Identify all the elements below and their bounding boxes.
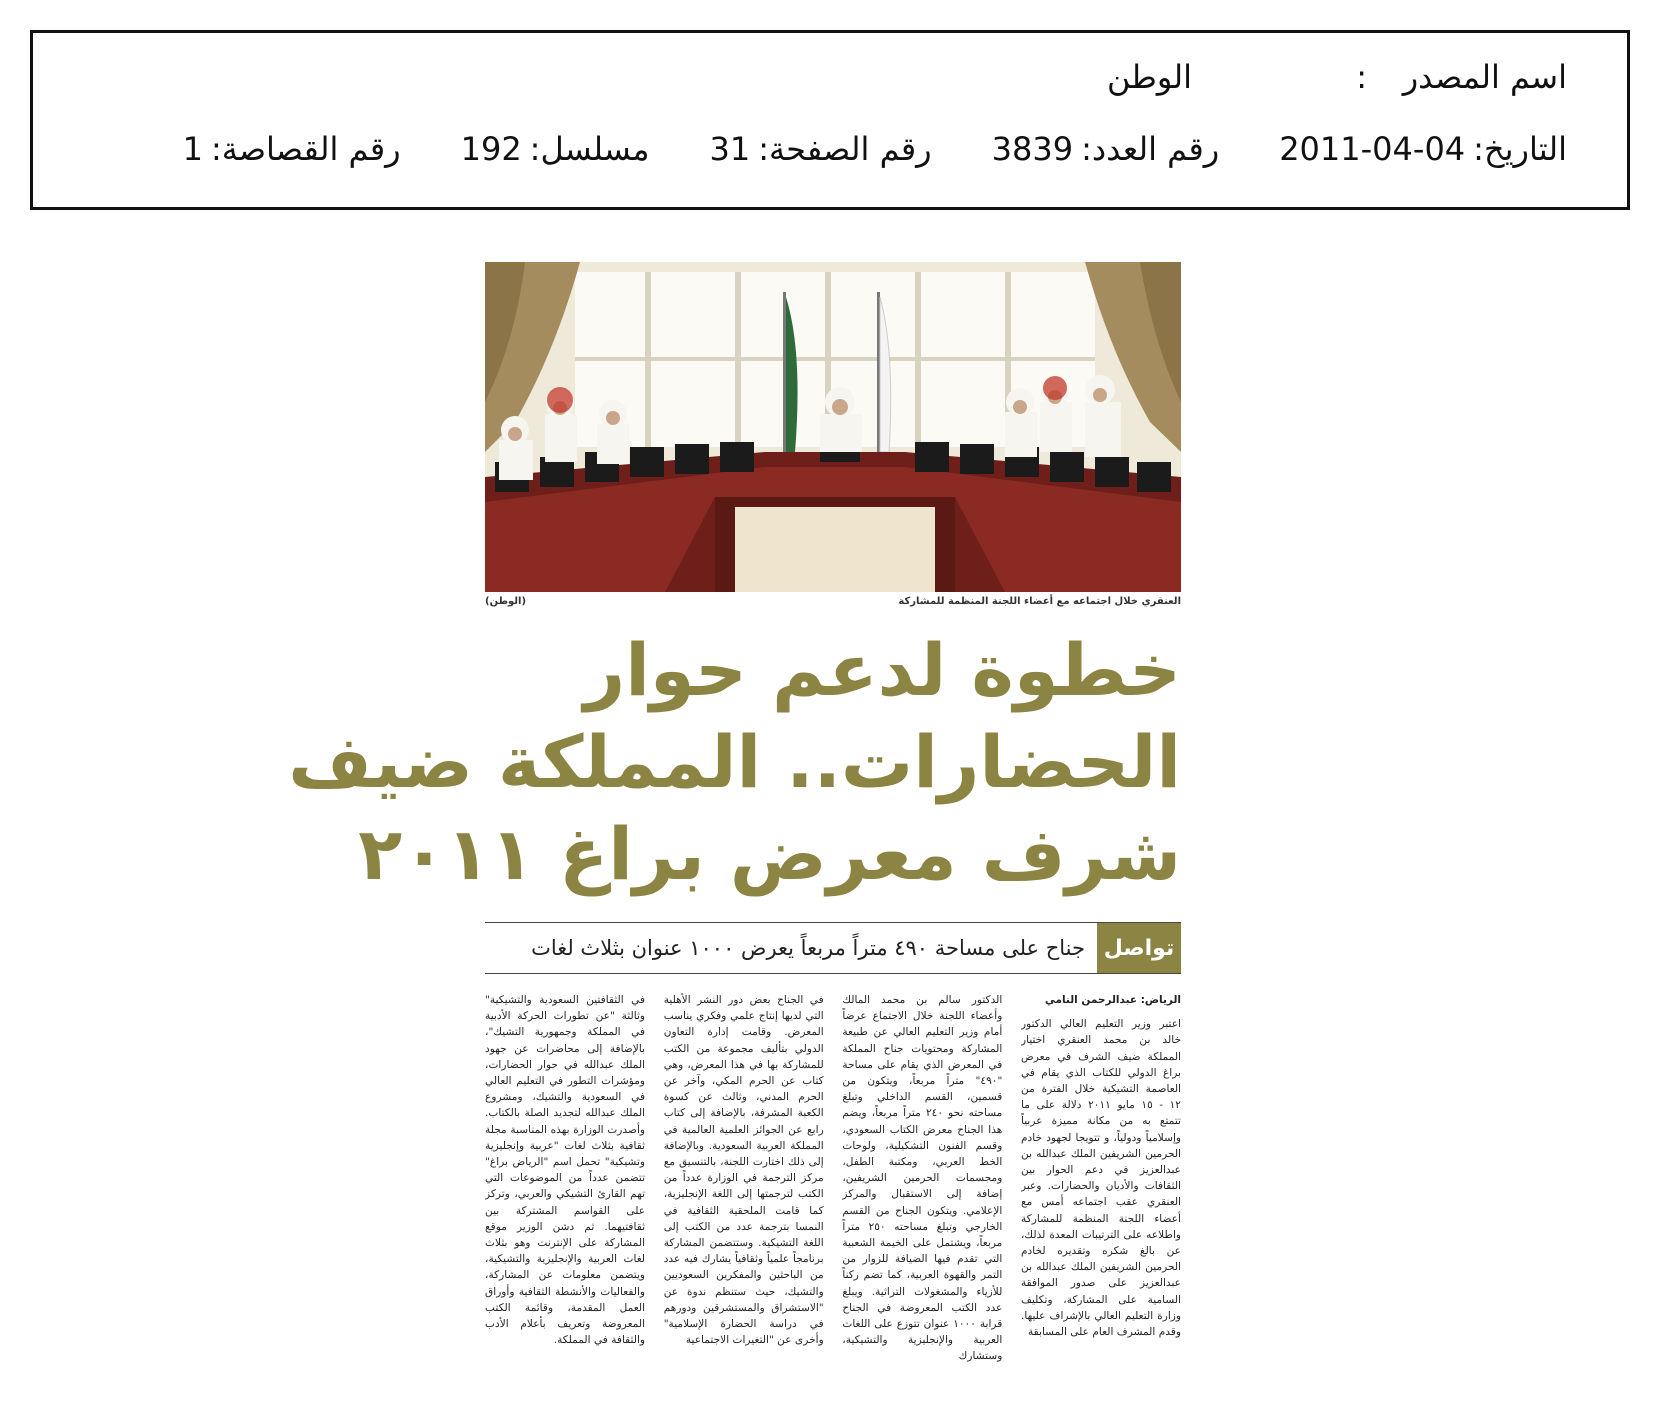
source-value: الوطن xyxy=(1107,58,1192,96)
metadata-box xyxy=(30,30,1630,210)
headline-line-2: الحضارات.. المملكة ضيف xyxy=(288,720,1181,804)
source-colon: : xyxy=(1356,58,1367,96)
body-column-1 xyxy=(1021,992,1181,1382)
serial-field xyxy=(461,130,650,168)
headline-line-1: خطوة لدعم حوار xyxy=(583,628,1181,712)
clip-field xyxy=(183,130,401,168)
serial-value: 192 xyxy=(460,130,522,168)
body-column-2 xyxy=(842,992,1002,1382)
source-row xyxy=(1107,55,1567,99)
newspaper-clipping xyxy=(288,262,1181,1387)
deck-text: جناح على مساحة ٤٩٠ متراً مربعاً يعرض ١٠٠٠ عنوان بثلاث لغات xyxy=(531,936,1085,960)
body-column-3-text: في الجناح بعض دور النشر الأهلية التي لديها إنتاج علمي وفكري يناسب المعرض. وقامت إدارة التعاون الدولي بتأليف مجموعة من الكتب للمشاركة بها في هذا المعرض، وهي كتاب عن الحرم المكي، وآخر عن الحرم المدني، وثالث عن كسوة الكعبة المشرفة، بالإضافة إلى كتاب رابع عن الجوائز العلمية العالمية في المملكة العربية السعودية. وبالإضافة إلى ذلك اختارت اللجنة، بالتنسيق مع مركز الترجمة في الوزارة عدداً من الكتب لترجمتها إلى اللغة الإنجليزية، كما قامت الملحقية الثقافية في النمسا بترجمة عدد من الكتب إلى اللغة التشيكية. وستتضمن المشاركة برنامجاً علمياً وثقافياً يشارك فيه عدد من الباحثين والمفكرين السعوديين والتشيك، حيث ستنظم ندوة عن "الاستشراق والمستشرقين ودورهم في دراسة الحضارة الإسلامية" وأخرى عن "التغيرات الاجتماعية xyxy=(663,994,824,1347)
subheadline-bar xyxy=(485,922,1181,974)
clip-value: 1 xyxy=(182,130,203,168)
headline xyxy=(288,624,1181,900)
body-column-4-text: في الثقافتين السعودية والتشيكية" وثالثة "عن تطورات الحركة الأدبية في المملكة وجمهورية التشيك"، بالإضافة إلى محاضرات عن جهود الملك عبدالله في حوار الحضارات، ومؤشرات التطور في التعليم العالي في السعودية والتشيك، ومشروع الملك عبدالله لتجديد الصلة بالكتاب. وأصدرت الوزارة بهذه المناسبة مجلة ثقافية بثلاث لغات "عربية وإنجليزية وتشيكية" تحمل اسم "الرياض براغ" تتضمن عدداً من الموضوعات التي تهم القارئ التشيكي والعربي، وتركز على القواسم المشتركة بين ثقافتيهما. ثم دشن الوزير موقع المشاركة على الإنترنت وهو بثلاث لغات العربية والإنجليزية والتشيكية، ويتضمن معلومات عن المشاركة، والفعاليات والأنشطة الثقافية وأوراق العمل المقدمة، وقائمة الكتب المعروضة وتعريف بأعلام الأدب والثقافة في المملكة. xyxy=(485,994,646,1347)
issue-value: 3839 xyxy=(991,130,1074,168)
page-field xyxy=(710,130,932,168)
date-value: 2011-04-04 xyxy=(1279,130,1466,168)
page-value: 31 xyxy=(709,130,751,168)
body-column-2-text: الدكتور سالم بن محمد المالك وأعضاء اللجنة خلال الاجتماع عرضاً أمام وزير التعليم العالي عن طبيعة المشاركة ومحتويات جناح المملكة في المعرض الذي يقام على مساحة "٤٩٠" متراً مربعاً، ويتكون من قسمين، القسم الداخلي وتبلغ مساحته نحو ٢٤٠ متراً مربعاً، ويضم هذا الجناح معرض الكتاب السعودي، وقسم الفنون التشكيلية، ولوحات الخط العربي، ومكتبة الطفل، ومجسمات الحرمين الشريفين، إضافة إلى الاستقبال والمركز الإعلامي. ويتكون الجناح من القسم الخارجي وتبلغ مساحته ٢٥٠ متراً مربعاً، ويشتمل على الخيمة الشعبية التي تقدم فيها الضيافة للزوار من التمر والقهوة العربية، كما تضم ركناً للأزياء والمشغولات التراثية. ويبلغ عدد الكتب المعروضة في الجناح قرابة ١٠٠٠ عنوان تتوزع على اللغات العربية والإنجليزية والتشيكية، وستشارك xyxy=(842,994,1003,1363)
photo-caption: العنقري خلال اجتماعه مع أعضاء اللجنة المنظمة للمشاركة xyxy=(898,596,1181,607)
issue-field xyxy=(992,130,1220,168)
details-row xyxy=(123,127,1567,171)
date-label: التاريخ: xyxy=(1473,130,1567,168)
date-field xyxy=(1279,130,1567,168)
source-label: اسم المصدر xyxy=(1402,58,1567,96)
kicker-tag: تواصل xyxy=(1097,923,1181,973)
meeting-photo xyxy=(485,262,1181,592)
page-label: رقم الصفحة: xyxy=(758,130,932,168)
photo-caption-row xyxy=(485,596,1181,612)
body-column-4 xyxy=(485,992,645,1382)
body-column-3 xyxy=(664,992,824,1382)
issue-label: رقم العدد: xyxy=(1081,130,1220,168)
headline-line-3: شرف معرض براغ ٢٠١١ xyxy=(358,812,1181,896)
byline: الرياض: عبدالرحمن النامي xyxy=(1044,994,1181,1006)
body-column-1-text: اعتبر وزير التعليم العالي الدكتور خالد بن محمد العنقري اختيار المملكة ضيف الشرف في معرض براغ الدولي للكتاب الذي يقام في العاصمة التشيكية خلال الفترة من ١٢ - ١٥ مايو ٢٠١١ دلالة على ما تتمتع به من مكانة مميزة عربياً وإسلامياً ودولياً، و تتويجا لجهود خادم الحرمين الشريفين الملك عبدالله بن عبدالعزيز في دعم الحوار بين الثقافات والأديان والحضارات. وعبر العنقري عقب اجتماعه أمس مع أعضاء اللجنة المنظمة للمشاركة واطلاعه على الترتيبات المعدة لذلك، عن بالغ شكره وتقديره لخادم الحرمين الشريفين الملك عبدالله بن عبدالعزيز على صدور الموافقة السامية على المشاركة، وتكليف وزارة التعليم العالي بالإشراف عليها. وقدم المشرف العام على المسابقة xyxy=(1021,1018,1181,1339)
photo-credit: (الوطن) xyxy=(485,596,527,607)
clip-label: رقم القصاصة: xyxy=(210,130,401,168)
serial-label: مسلسل: xyxy=(529,130,650,168)
article-body xyxy=(485,992,1181,1382)
